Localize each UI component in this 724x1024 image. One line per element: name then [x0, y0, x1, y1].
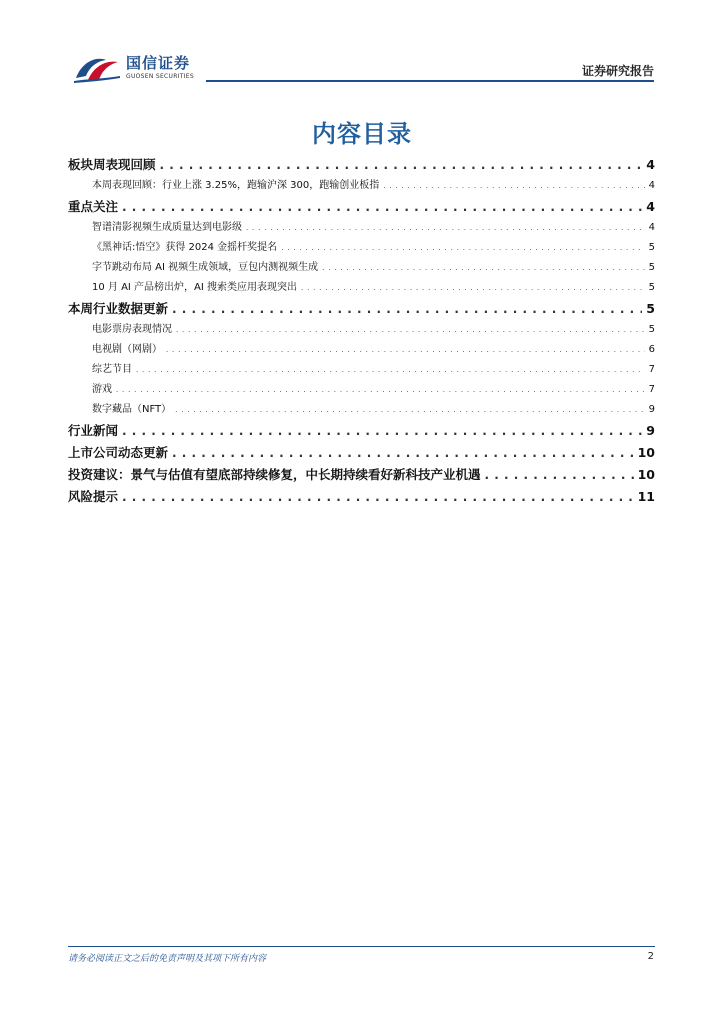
toc-leader-dots [122, 196, 642, 218]
toc-leader-dots [166, 340, 645, 360]
toc-entry-label: 数字藏品（NFT） [92, 404, 172, 415]
report-type-label: 证券研究报告 [581, 64, 654, 78]
toc-entry-black-myth[interactable] [68, 238, 655, 258]
toc-leader-dots [246, 218, 645, 238]
toc-entry-page: 5 [648, 262, 655, 273]
toc-leader-dots [116, 380, 645, 400]
toc-leader-dots [176, 320, 645, 340]
toc-entry-key-focus[interactable] [68, 196, 655, 218]
toc-entry-page: 5 [648, 242, 655, 253]
toc-entry-zhipu-video[interactable] [68, 218, 655, 238]
logo-name-en: GUOSEN SECURITIES [126, 73, 195, 80]
toc-entry-page: 10 [637, 467, 655, 482]
toc-entry-page: 7 [648, 384, 655, 395]
toc-entry-games[interactable] [68, 380, 655, 400]
toc-entry-risk-warning[interactable] [68, 486, 655, 508]
toc-entry-label: 电影票房表现情况 [92, 324, 172, 335]
toc-leader-dots [383, 176, 644, 196]
toc-leader-dots [172, 298, 642, 320]
toc-entry-bytedance-ai-video[interactable] [68, 258, 655, 278]
logo-name-cn: 国信证券 [126, 54, 191, 72]
toc-entry-listed-company-updates[interactable] [68, 442, 655, 464]
toc-entry-page: 4 [648, 180, 655, 191]
toc-entry-page: 5 [646, 301, 655, 316]
toc-leader-dots [301, 278, 645, 298]
toc-title: 内容目录 [312, 120, 412, 148]
footer-divider [68, 946, 655, 947]
toc-entry-nft[interactable] [68, 400, 655, 420]
toc-entry-weekly-performance[interactable] [68, 176, 655, 196]
header-divider [206, 80, 654, 82]
toc-leader-dots [122, 420, 642, 442]
guosen-logo-mark-icon [72, 52, 122, 84]
toc-leader-dots [485, 464, 634, 486]
toc-entry-page: 4 [646, 199, 655, 214]
toc-entry-page: 11 [637, 489, 655, 504]
toc-entry-label: 《黑神话:悟空》获得 2024 金摇杆奖提名 [92, 242, 278, 253]
toc-entry-label: 本周表现回顾：行业上涨 3.25%，跑输沪深 300，跑输创业板指 [92, 180, 380, 191]
toc-entry-label: 游戏 [92, 384, 112, 395]
toc-entry-variety-shows[interactable] [68, 360, 655, 380]
toc-entry-sector-review[interactable] [68, 154, 655, 176]
toc-entry-page: 9 [646, 423, 655, 438]
toc-entry-tv-series[interactable] [68, 340, 655, 360]
toc-leader-dots [175, 400, 644, 420]
toc-entry-label: 字节跳动布局 AI 视频生成领域，豆包内测视频生成 [92, 262, 319, 273]
toc-leader-dots [322, 258, 644, 278]
toc-entry-label: 电视剧（网剧） [92, 344, 162, 355]
toc-entry-page: 9 [648, 404, 655, 415]
toc-entry-label: 重点关注 [68, 199, 119, 214]
page-number: 2 [647, 951, 654, 962]
toc-entry-ai-product-ranking[interactable] [68, 278, 655, 298]
toc-entry-label: 智谱清影视频生成质量达到电影级 [92, 222, 242, 233]
toc-entry-page: 10 [637, 445, 655, 460]
toc-entry-label: 风险提示 [68, 489, 119, 504]
toc-leader-dots [160, 154, 643, 176]
toc-entry-page: 6 [648, 344, 655, 355]
toc-entry-page: 5 [648, 324, 655, 335]
toc-entry-page: 7 [648, 364, 655, 375]
toc-leader-dots [122, 486, 634, 508]
toc-entry-label: 本周行业数据更新 [68, 301, 169, 316]
toc-entry-investment-advice[interactable] [68, 464, 655, 486]
toc-entry-box-office[interactable] [68, 320, 655, 340]
guosen-logo [72, 52, 194, 84]
toc-entry-label: 10 月 AI 产品榜出炉，AI 搜索类应用表现突出 [92, 282, 298, 293]
toc-entry-label: 上市公司动态更新 [68, 445, 169, 460]
toc-entry-label: 行业新闻 [68, 423, 119, 438]
toc-entry-page: 5 [648, 282, 655, 293]
toc-entry-industry-news[interactable] [68, 420, 655, 442]
toc-entry-label: 投资建议：景气与估值有望底部持续修复，中长期持续看好新科技产业机遇 [68, 467, 481, 482]
toc-entry-industry-data[interactable] [68, 298, 655, 320]
toc-leader-dots [281, 238, 644, 258]
page-header [0, 0, 724, 90]
toc-leader-dots [172, 442, 634, 464]
toc-entry-label: 板块周表现回顾 [68, 157, 156, 172]
toc-entry-page: 4 [646, 157, 655, 172]
toc-leader-dots [136, 360, 645, 380]
toc-entry-page: 4 [648, 222, 655, 233]
toc-entry-label: 综艺节目 [92, 364, 132, 375]
table-of-contents [68, 154, 655, 508]
footer-disclaimer: 请务必阅读正文之后的免责声明及其项下所有内容 [68, 954, 267, 964]
